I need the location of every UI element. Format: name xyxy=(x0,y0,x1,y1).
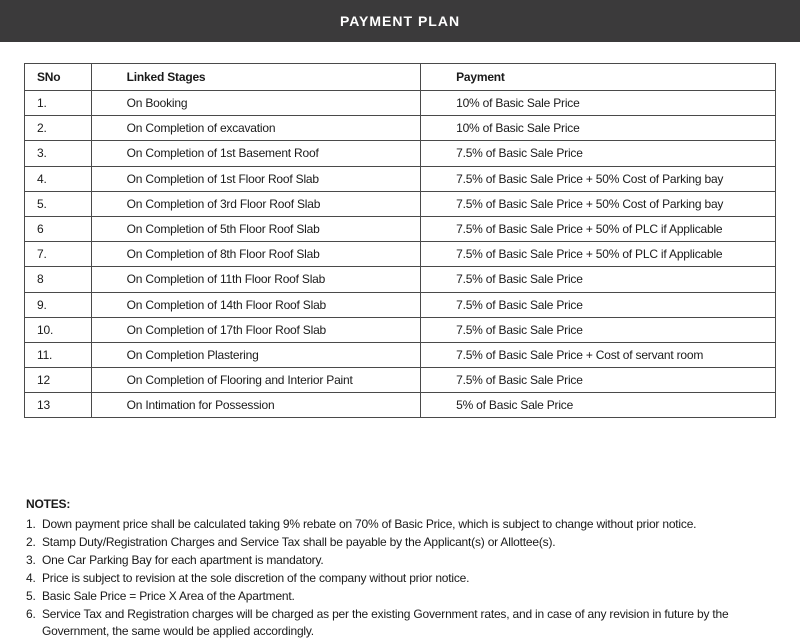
note-number: 4. xyxy=(26,570,36,585)
cell-linked-stage: On Intimation for Possession xyxy=(91,393,420,418)
cell-sno: 7. xyxy=(25,242,92,267)
cell-payment: 7.5% of Basic Sale Price + 50% of PLC if Applicable xyxy=(421,216,776,241)
note-text: Down payment price shall be calculated taking 9% rebate on 70% of Basic Price, which is subject to change without prior notice. xyxy=(42,517,697,531)
cell-linked-stage: On Completion of 8th Floor Roof Slab xyxy=(91,242,420,267)
cell-sno: 8 xyxy=(25,267,92,292)
note-text: Basic Sale Price = Price X Area of the Apartment. xyxy=(42,588,295,603)
notes-section xyxy=(26,496,786,641)
cell-payment: 10% of Basic Sale Price xyxy=(421,91,776,116)
note-item xyxy=(26,516,786,534)
table-row xyxy=(25,342,776,367)
cell-linked-stage: On Completion of 1st Floor Roof Slab xyxy=(91,166,420,191)
payment-plan-table xyxy=(24,63,776,418)
cell-payment: 7.5% of Basic Sale Price + 50% Cost of Parking bay xyxy=(421,166,776,191)
note-item xyxy=(26,588,786,606)
cell-payment: 7.5% of Basic Sale Price + 50% Cost of Parking bay xyxy=(421,191,776,216)
note-text: Price is subject to revision at the sole discretion of the company without prior notice. xyxy=(42,570,470,585)
table-row xyxy=(25,292,776,317)
cell-payment: 7.5% of Basic Sale Price xyxy=(421,141,776,166)
cell-linked-stage: On Completion of 5th Floor Roof Slab xyxy=(91,216,420,241)
note-item xyxy=(26,534,786,552)
cell-payment: 7.5% of Basic Sale Price xyxy=(421,368,776,393)
cell-payment: 7.5% of Basic Sale Price xyxy=(421,292,776,317)
table-row xyxy=(25,368,776,393)
cell-payment: 7.5% of Basic Sale Price xyxy=(421,267,776,292)
table-row xyxy=(25,166,776,191)
cell-sno: 4. xyxy=(25,166,92,191)
table-row xyxy=(25,116,776,141)
note-number: 5. xyxy=(26,588,36,603)
cell-linked-stage: On Completion of Flooring and Interior Paint xyxy=(91,368,420,393)
table-row xyxy=(25,242,776,267)
cell-sno: 2. xyxy=(25,116,92,141)
cell-payment: 7.5% of Basic Sale Price xyxy=(421,317,776,342)
page-title: PAYMENT PLAN xyxy=(339,13,461,29)
cell-payment: 7.5% of Basic Sale Price + Cost of servant room xyxy=(421,342,776,367)
table-row xyxy=(25,267,776,292)
note-item xyxy=(26,552,786,570)
cell-sno: 1. xyxy=(25,91,92,116)
table-row xyxy=(25,393,776,418)
note-text: One Car Parking Bay for each apartment is mandatory. xyxy=(42,552,324,567)
table-row xyxy=(25,191,776,216)
table-row xyxy=(25,141,776,166)
cell-linked-stage: On Completion of 17th Floor Roof Slab xyxy=(91,317,420,342)
note-number: 2. xyxy=(26,534,36,549)
cell-payment: 10% of Basic Sale Price xyxy=(421,116,776,141)
note-number: 3. xyxy=(26,552,36,567)
notes-title: NOTES: xyxy=(26,497,71,511)
cell-sno: 11. xyxy=(25,342,92,367)
cell-linked-stage: On Completion of 11th Floor Roof Slab xyxy=(91,267,420,292)
notes-list xyxy=(26,516,786,641)
cell-sno: 9. xyxy=(25,292,92,317)
cell-linked-stage: On Completion of 14th Floor Roof Slab xyxy=(91,292,420,317)
table-header-row xyxy=(25,64,776,91)
cell-payment: 5% of Basic Sale Price xyxy=(421,393,776,418)
note-text: Service Tax and Registration charges will be charged as per the existing Government rates, and in case of any revision in future by the Government, the same would be applied accordingly. xyxy=(42,606,729,639)
table-row xyxy=(25,317,776,342)
cell-payment: 7.5% of Basic Sale Price + 50% of PLC if Applicable xyxy=(421,242,776,267)
note-text: Stamp Duty/Registration Charges and Service Tax shall be payable by the Applicant(s) or Allottee(s). xyxy=(42,534,556,549)
column-header-linked-stages: Linked Stages xyxy=(91,64,420,91)
cell-linked-stage: On Completion Plastering xyxy=(91,342,420,367)
table-body xyxy=(25,91,776,418)
cell-linked-stage: On Completion of 1st Basement Roof xyxy=(91,141,420,166)
cell-linked-stage: On Completion of excavation xyxy=(91,116,420,141)
note-item xyxy=(26,606,786,641)
note-number: 1. xyxy=(26,517,36,531)
cell-sno: 10. xyxy=(25,317,92,342)
cell-sno: 13 xyxy=(25,393,92,418)
note-number: 6. xyxy=(26,606,36,621)
cell-sno: 3. xyxy=(25,141,92,166)
column-header-sno: SNo xyxy=(25,64,92,91)
cell-linked-stage: On Completion of 3rd Floor Roof Slab xyxy=(91,191,420,216)
table-row xyxy=(25,216,776,241)
cell-sno: 6 xyxy=(25,216,92,241)
cell-sno: 12 xyxy=(25,368,92,393)
cell-linked-stage: On Booking xyxy=(91,91,420,116)
cell-sno: 5. xyxy=(25,191,92,216)
table-row xyxy=(25,91,776,116)
column-header-payment: Payment xyxy=(421,64,776,91)
note-item xyxy=(26,570,786,588)
header-bar xyxy=(0,0,800,42)
